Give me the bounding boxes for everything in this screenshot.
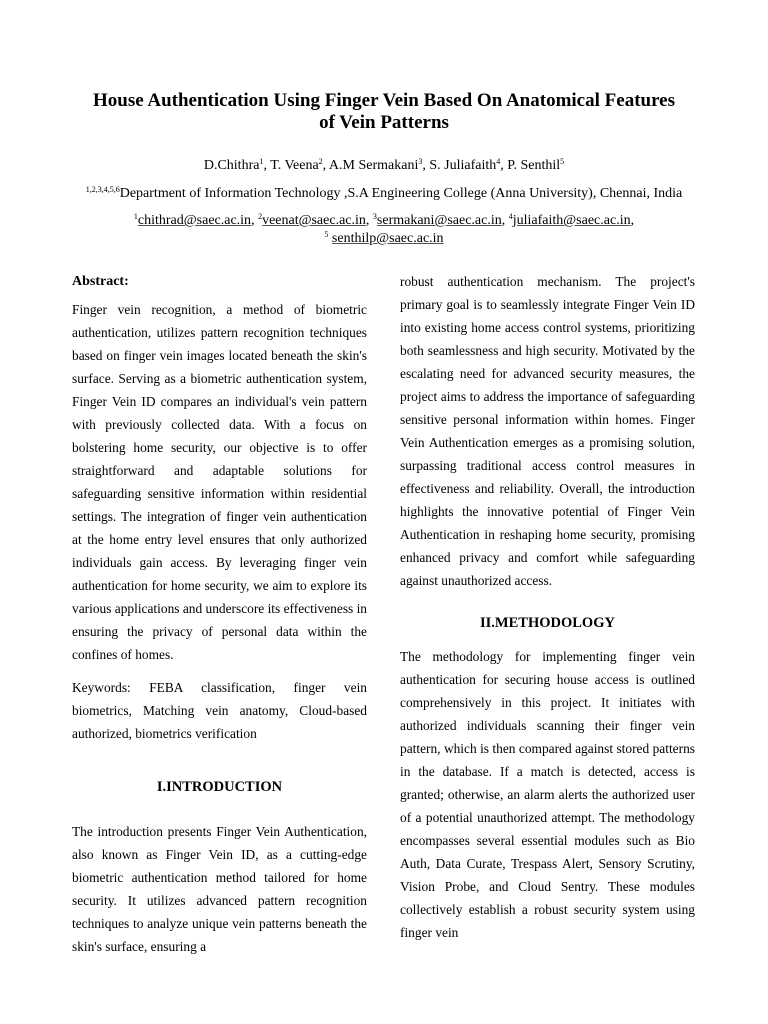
- email-sup: 4: [508, 212, 513, 221]
- author-name: P. Senthil: [507, 158, 561, 173]
- introduction-text: The introduction presents Finger Vein Authentication, also known as Finger Vein ID, as a cutting-edge biometric authentication method tailored for home security. It utilizes advanced pattern recognition techniques to analyze unique vein patterns beneath the skin's surface, ensuring a: [72, 824, 367, 954]
- abstract-heading: Abstract:: [72, 274, 129, 289]
- email-sup: 5: [324, 230, 329, 239]
- email-link[interactable]: chithrad@saec.ac.in: [137, 213, 252, 228]
- author-list: D.Chithra$^1$, T. Veena$^2$, A.M Sermakani$^3$, S. Juliafaith$^4$, P. Senthil$^5$: [203, 157, 565, 173]
- author-name: S. Juliafaith: [429, 158, 497, 173]
- affiliation-sup: 1,2,3,4,5,6: [85, 185, 120, 194]
- introduction-heading: I.INTRODUCTION: [156, 779, 283, 795]
- author-name: A.M Sermakani: [328, 158, 419, 173]
- author-sup: 4: [496, 157, 501, 166]
- email-link[interactable]: veenat@saec.ac.in: [262, 213, 366, 228]
- email-link[interactable]: juliafaith@saec.ac.in: [512, 213, 631, 228]
- methodology-heading: II.METHODOLOGY: [480, 615, 615, 631]
- author-name: T. Veena: [270, 158, 319, 173]
- email-list: $^1$chithrad@saec.ac.in, $^2$veenat@saec.ac.in, $^3$sermakani@saec.ac.in, $^4$juliafaith@saec.ac.in, $^5$ senthilp@saec.ac.in: [133, 212, 635, 246]
- methodology-text: The methodology for implementing finger vein authentication for securing house access is outlined comprehensively in this project. It initiates with authorized individuals scanning their finger vein pattern, which is then compared against stored patterns in the database. If a match is detected, access is granted; otherwise, an alarm alerts the authorized user of a potential unauthorized attempt. The methodology encompasses several essential modules such as Bio Auth, Data Curate, Trespass Alert, Sensory Scrutiny, Vision Probe, and Cloud Sentry. These modules collectively establish a robust security system using finger vein: [400, 649, 695, 940]
- paper-title: House Authentication Using Finger Vein Based On Anatomical Features of Vein Patterns: [92, 90, 675, 133]
- introduction-continued: robust authentication mechanism. The project's primary goal is to seamlessly integrate Finger Vein ID into existing home access control systems, prioritizing both seamlessness and high security. Motivated by the escalating need for advanced security measures, the project aims to address the importance of safeguarding sensitive personal information within homes. Finger Vein Authentication emerges as a promising solution, surpassing traditional access control measures in effectiveness and reliability. Overall, the introduction highlights the innovative potential of Finger Vein Authentication in reshaping home security, promising enhanced privacy and comfort while safeguarding against unauthorized access.: [400, 274, 695, 588]
- author-sup: 2: [318, 157, 323, 166]
- email-sup: 1: [133, 212, 138, 221]
- keywords-text: Keywords: FEBA classification, finger vein biometrics, Matching vein anatomy, Cloud-based authorized, biometrics verification: [72, 680, 367, 741]
- author-sup: 5: [560, 157, 565, 166]
- email-link[interactable]: senthilp@saec.ac.in: [331, 231, 444, 246]
- author-sup: 3: [418, 157, 423, 166]
- affiliation: [0, 186, 768, 202]
- left-column: [72, 270, 367, 958]
- email-sup: 2: [258, 212, 263, 221]
- right-column: [400, 270, 695, 944]
- email-sup: 3: [372, 212, 377, 221]
- abstract-text: Finger vein recognition, a method of biometric authentication, utilizes pattern recognition techniques based on finger vein images located beneath the skin's surface. Serving as a biometric authentication system, Finger Vein ID compares an individual's vein pattern with previously collected data. With a focus on bolstering home security, our objective is to offer straightforward and adaptable solutions for safeguarding sensitive information within residential settings. The integration of finger vein authentication at the home entry level ensures that only authorized individuals gain access. By leveraging finger vein authentication for home security, we aim to explore its various applications and underscore its effectiveness in ensuring the privacy of personal data within the confines of homes.: [72, 302, 367, 662]
- affiliation-text: Department of Information Technology ,S.A Engineering College (Anna University), Chennai, India: [119, 186, 683, 201]
- author-name: D.Chithra: [203, 158, 260, 173]
- email-link[interactable]: sermakani@saec.ac.in: [376, 213, 502, 228]
- author-sup: 1: [259, 157, 264, 166]
